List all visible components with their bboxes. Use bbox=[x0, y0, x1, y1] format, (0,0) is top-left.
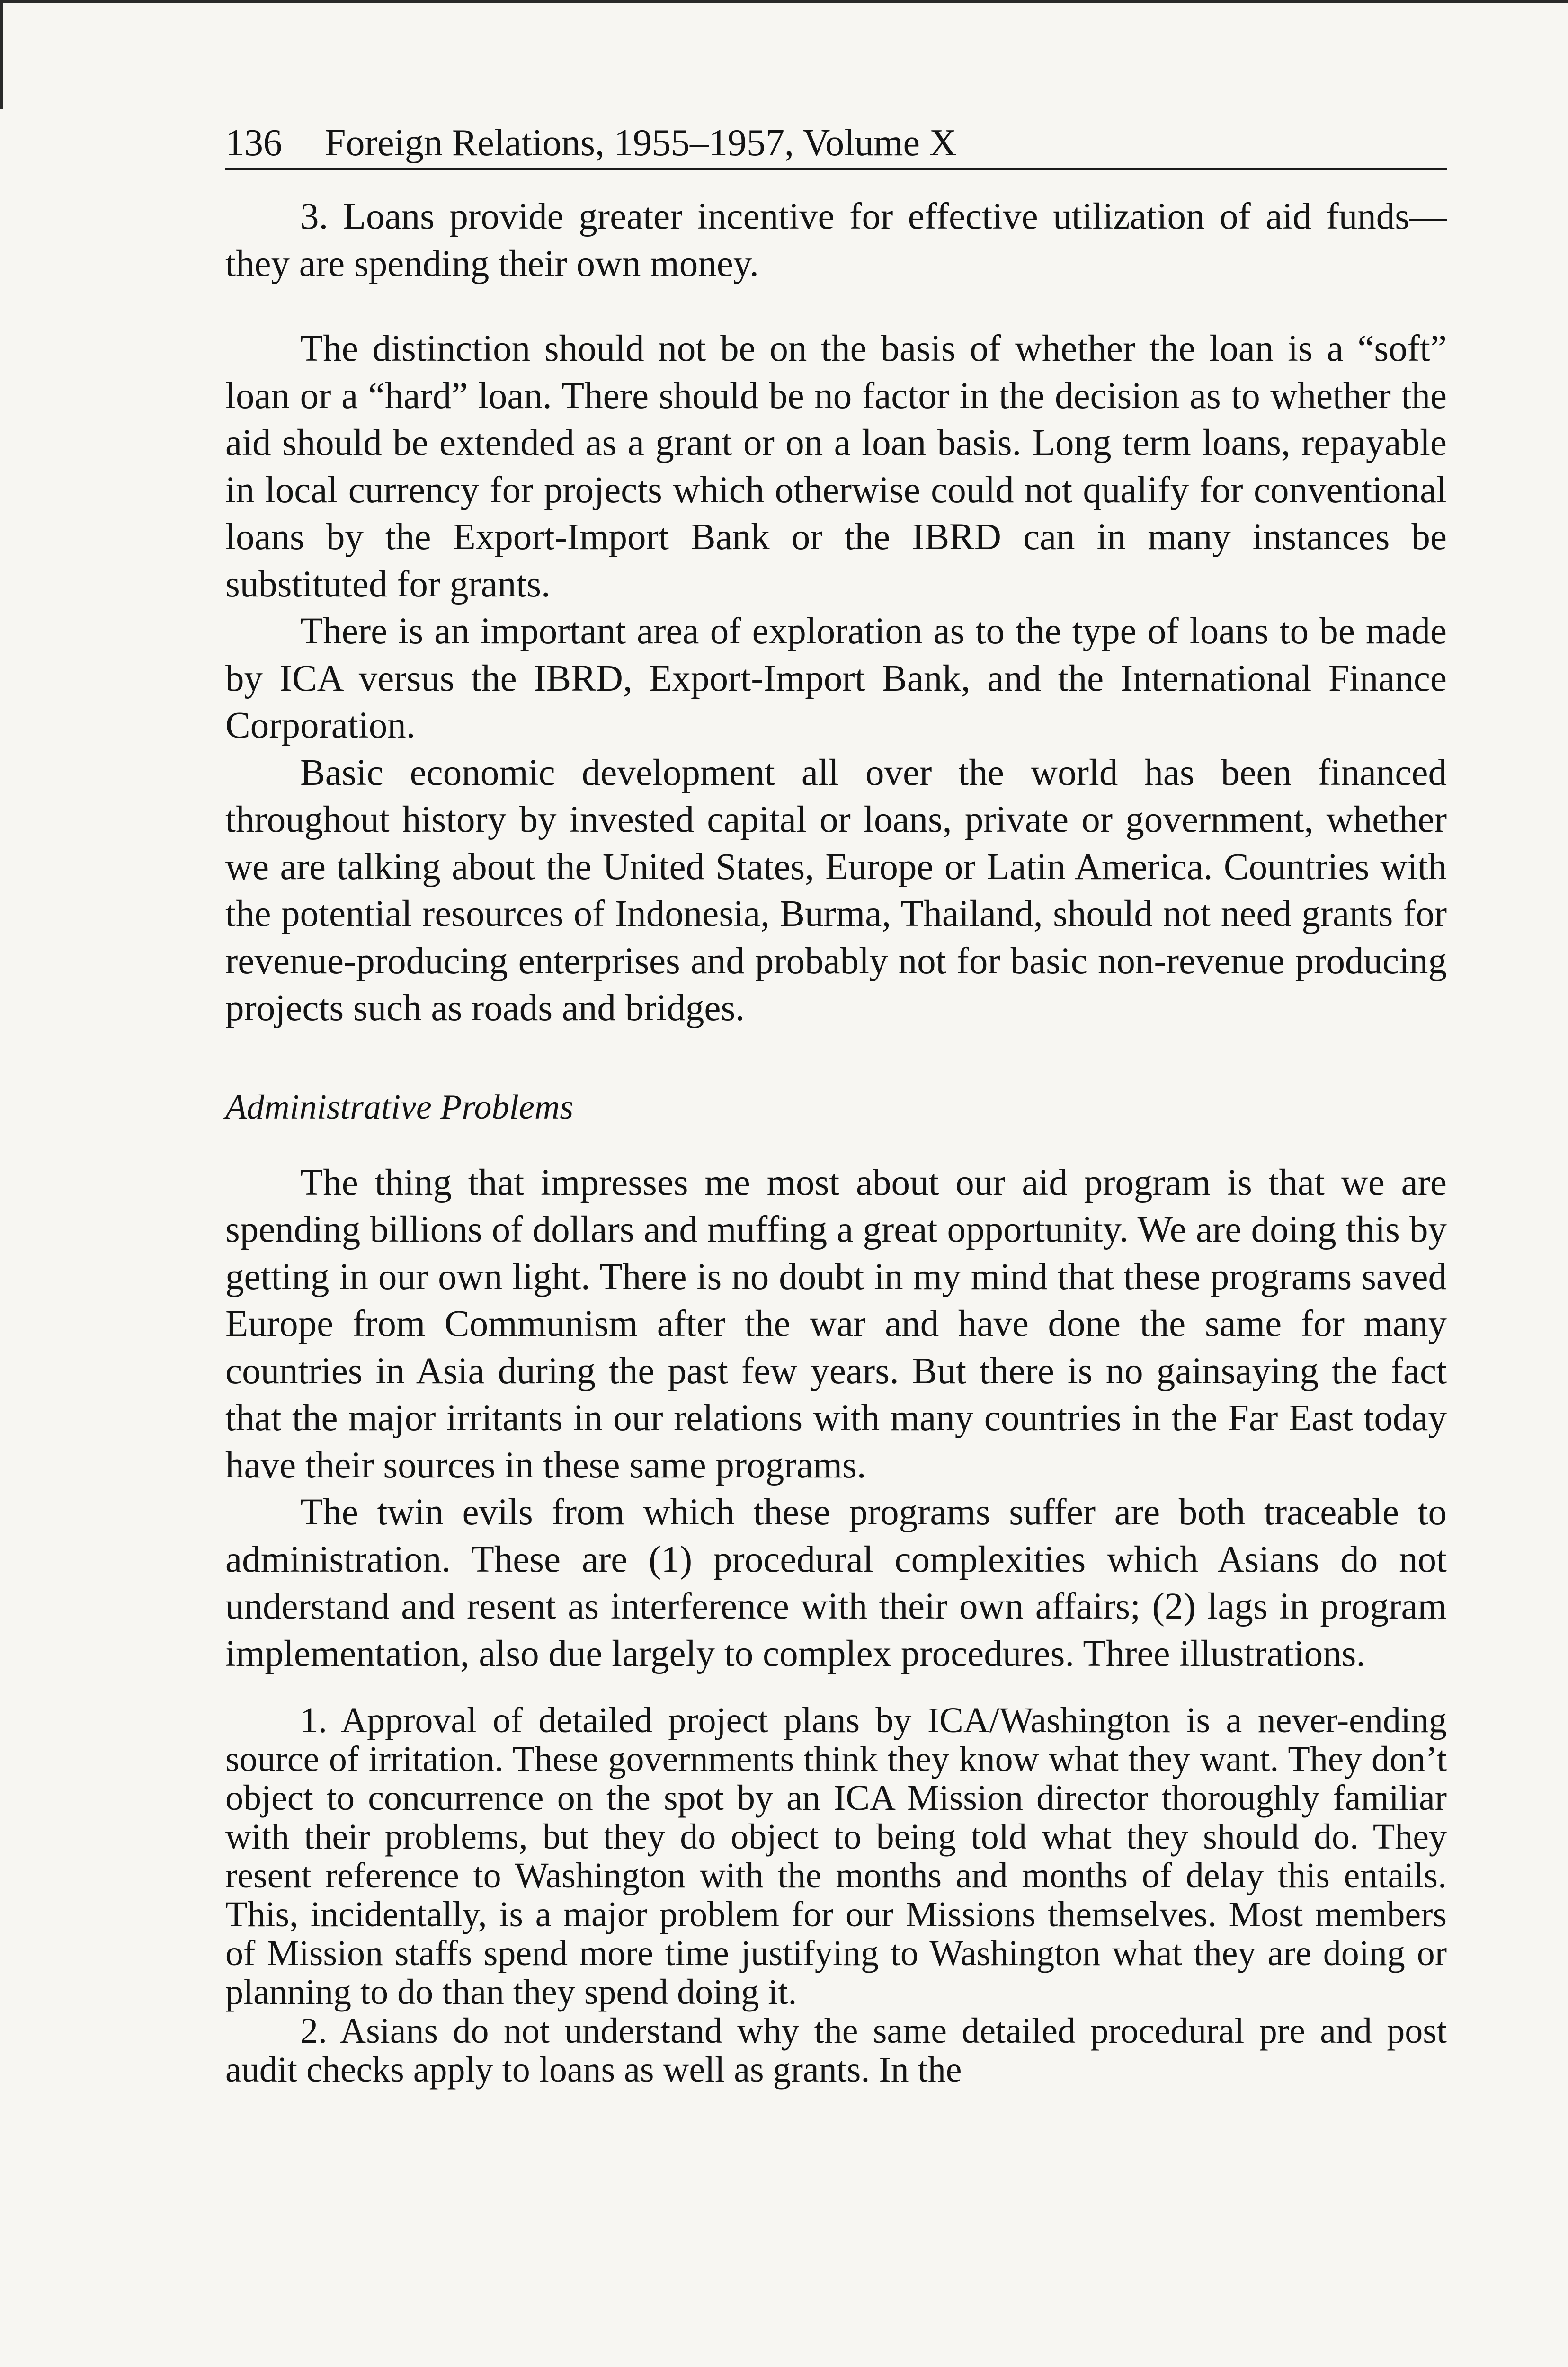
paragraph-exploration: There is an important area of exploration as to the type of loans to be made by ICA versus the IBRD, Export-Import Bank, and the International Finance Corporation. bbox=[225, 611, 1447, 746]
paragraph-twin-evils: The twin evils from which these programs suffer are both traceable to administration. These are (1) procedural complexities which Asians do not understand and resent as interference with their own affairs; (2) lags in program implementation, also due largely to complex procedures. Three illustrations. bbox=[225, 1492, 1447, 1674]
running-title: Foreign Relations, 1955–1957, Volume X bbox=[325, 122, 957, 164]
illustration-item-1: 1. Approval of detailed project plans by ICA/Washington is a never-ending source of irritation. These governments think they know what they want. They don’t object to concurrence on the spot by an ICA Mission director thoroughly familiar with their problems, but they do object to being told what they should do. They resent reference to Washington with the months and months of delay this entails. This, incidentally, is a major problem for our Missions themselves. Most members of Mission staffs spend more time justifying to Washington what they are doing or planning to do than they spend doing it. bbox=[225, 1700, 1447, 2012]
section-heading: Administrative Problems bbox=[225, 1087, 574, 1127]
paragraph-loan-distinction: The distinction should not be on the basis of whether the loan is a “soft” loan or a “hard” loan. There should be no factor in the decision as to whether the aid should be extended as a grant or on a loan basis. Long term loans, repayable in local currency for projects which otherwise could not qualify for conventional loans by the Export-Import Bank or the IBRD can in many instances be substituted for grants. bbox=[225, 328, 1447, 605]
page-number: 136 bbox=[225, 122, 282, 164]
illustration-item-2: 2. Asians do not understand why the same detailed procedural pre and post audit checks apply to loans as well as grants. In the bbox=[225, 2011, 1447, 2090]
page-body bbox=[225, 193, 1447, 2089]
paragraph-economic-development: Basic economic development all over the world has been financed throughout history by invested capital or loans, private or government, whether we are talking about the United States, Europe or Latin America. Countries with the potential resources of Indonesia, Burma, Thailand, should not need grants for revenue-producing enterprises and probably not for basic non-revenue producing projects such as roads and bridges. bbox=[225, 752, 1447, 1029]
paragraph-aid-program: The thing that impresses me most about our aid program is that we are spending billions of dollars and muffing a great opportunity. We are doing this by getting in our own light. There is no doubt in my mind that these programs saved Europe from Communism after the war and have done the same for many countries in Asia during the past few years. But there is no gainsaying the fact that the major irritants in our relations with many countries in the Far East today have their sources in these same programs. bbox=[225, 1162, 1447, 1486]
paragraph-loans-incentive: 3. Loans provide greater incentive for effective utilization of aid funds—they are spending their own money. bbox=[225, 196, 1447, 285]
page-top-rule bbox=[0, 0, 1568, 3]
page-left-edge bbox=[0, 0, 3, 109]
running-header bbox=[225, 118, 1447, 170]
